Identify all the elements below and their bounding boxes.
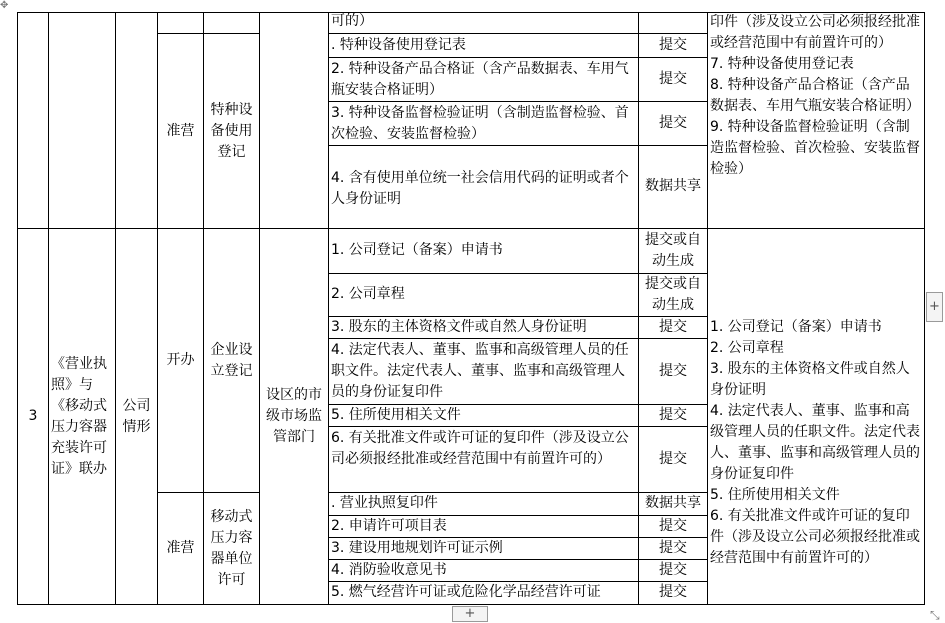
table-border-bottom [17, 604, 925, 605]
material-method: 提交 [659, 451, 687, 467]
item-label: 特种设备使用登记 [210, 101, 253, 160]
table-border-right [924, 12, 925, 605]
material-text: 5. 燃气经营许可证或危险化学品经营许可证 [331, 584, 601, 600]
material-text: 2. 公司章程 [331, 286, 405, 302]
row-index: 3 [28, 408, 38, 424]
add-row-handle[interactable]: + [452, 606, 488, 622]
material-text: 4. 消防验收意见书 [331, 562, 447, 578]
material-method: 提交 [659, 407, 687, 423]
license-name: 《营业执照》与《移动式压力容器充装许可证》联办 [51, 355, 107, 477]
material-method: 数据共享 [645, 178, 701, 194]
material-text: 3. 股东的主体资格文件或自然人身份证明 [331, 319, 587, 335]
summary-cell: 印件（涉及设立公司必须报经批准或经营范围中有前置许可的） 7. 特种设备使用登记表 8. 特种设备产品合格证（含产品数据表、车用气瓶安装合格证明） 9. 特种设备监督检验证明（含制造监督检验、首次检验、安装监督检验） [710, 14, 920, 177]
row-index-cell [18, 229, 48, 604]
add-column-handle[interactable]: + [926, 292, 943, 322]
material-method: 提交 [659, 115, 687, 131]
table-row-line [328, 426, 708, 427]
material-method: 提交或自动生成 [645, 276, 701, 313]
material-text: . 营业执照复印件 [331, 495, 438, 511]
material-continuation-text: 可的） [331, 13, 373, 29]
material-text: 1. 公司登记（备案）申请书 [331, 242, 503, 258]
material-method: 提交 [659, 37, 687, 53]
material-text: 6. 有关批准文件或许可证的复印件（涉及设立公司必须报经批准或经营范围中有前置许可的） [331, 430, 629, 467]
name-cell [49, 229, 115, 604]
item-cell [204, 229, 259, 492]
material-method: 提交 [659, 319, 687, 335]
item-cell [204, 34, 259, 228]
table-row-line [328, 145, 708, 146]
table-row-line [328, 33, 708, 34]
material-method: 提交或自动生成 [645, 232, 701, 269]
table-row-line [328, 338, 708, 339]
material-method: 提交 [659, 71, 687, 87]
material-text: 4. 法定代表人、董事、监事和高级管理人员的任职文件。法定代表人、董事、监事和高级管理人员的身份证复印件 [331, 342, 629, 400]
stage-label: 准营 [166, 122, 195, 139]
resize-handle-icon[interactable]: ⤡ [930, 608, 940, 622]
department-label: 设区的市级市场监管部门 [266, 387, 322, 445]
move-handle-icon[interactable]: ✥ [0, 0, 9, 11]
item-cell [204, 493, 259, 604]
material-text: 3. 建设用地规划许可证示例 [331, 540, 503, 556]
item-label: 移动式压力容器单位许可 [210, 508, 253, 588]
scenario-cell [116, 229, 157, 604]
stage-label: 准营 [166, 540, 195, 556]
material-text: . 特种设备使用登记表 [331, 37, 466, 53]
material-method: 数据共享 [645, 495, 701, 511]
material-method: 提交 [659, 562, 687, 578]
material-text: 3. 特种设备监督检验证明（含制造监督检验、首次检验、安装监督检验） [331, 105, 629, 142]
material-method: 提交 [659, 363, 687, 379]
stage-cell [158, 34, 203, 228]
material-method: 提交 [659, 584, 687, 600]
material-method: 提交 [659, 518, 687, 534]
item-label: 企业设立登记 [210, 341, 253, 379]
material-text: 5. 住所使用相关文件 [331, 407, 461, 423]
material-text: 2. 申请许可项目表 [331, 518, 447, 534]
material-text: 4. 含有使用单位统一社会信用代码的证明或者个人身份证明 [331, 170, 629, 207]
scenario-label: 公司情形 [122, 397, 151, 435]
stage-cell [158, 493, 203, 604]
summary-cell: 1. 公司登记（备案）申请书 2. 公司章程 3. 股东的主体资格文件或自然人身份证明 4. 法定代表人、董事、监事和高级管理人员的任职文件。法定代表人、董事、监事和高级管理人员的身份证复印件 5. 住所使用相关文件 6. 有关批准文件或许可证的复印件（涉及设立公司必须报经批准或经营范围中有前置许可的） [710, 319, 920, 566]
stage-cell [158, 229, 203, 492]
table-row-line [328, 57, 708, 58]
material-method: 提交 [659, 540, 687, 556]
material-text: 2. 特种设备产品合格证（含产品数据表、车用气瓶安装合格证明） [331, 61, 629, 98]
stage-label: 开办 [166, 352, 195, 368]
department-cell [260, 229, 328, 604]
table-row-line [328, 101, 708, 102]
